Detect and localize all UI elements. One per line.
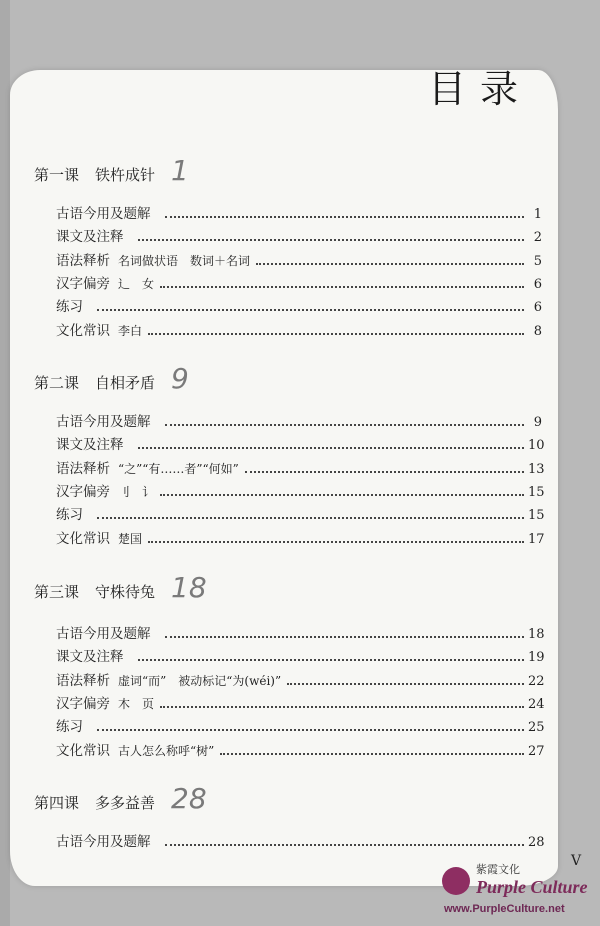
toc-entry-subtitle: 李白 bbox=[118, 323, 143, 338]
toc-entry-subtitle: 刂 讠 bbox=[118, 484, 155, 499]
toc-entry-title: 汉字偏旁 bbox=[56, 695, 110, 712]
toc-entry[interactable] bbox=[56, 200, 542, 222]
lesson-handwritten-number: 9 bbox=[171, 362, 189, 395]
lesson-name: 铁杵成针 bbox=[95, 166, 156, 184]
toc-entry-title: 语法释析 bbox=[56, 252, 110, 269]
toc-entry-subtitle: 楚国 bbox=[118, 531, 143, 546]
lesson-heading bbox=[34, 362, 189, 398]
dot-leader bbox=[165, 844, 525, 846]
dot-leader bbox=[165, 216, 525, 218]
toc-page-number: 17 bbox=[528, 531, 545, 547]
dot-leader bbox=[97, 729, 524, 731]
toc-page-number: 8 bbox=[533, 323, 542, 339]
lesson-heading bbox=[34, 154, 189, 190]
toc-entry[interactable] bbox=[56, 620, 545, 642]
dot-leader bbox=[97, 517, 524, 519]
toc-entry[interactable] bbox=[56, 223, 542, 245]
logo-chinese-text: 紫霞文化 bbox=[476, 863, 520, 876]
toc-entry[interactable] bbox=[56, 317, 542, 339]
dot-leader bbox=[165, 636, 525, 638]
logo-url: www.PurpleCulture.net bbox=[444, 903, 565, 915]
lesson-label: 第二课 bbox=[34, 374, 80, 392]
toc-entry-subtitle: 辶 女 bbox=[118, 276, 155, 291]
toc-page-number: 2 bbox=[533, 230, 542, 246]
toc-entry[interactable] bbox=[56, 828, 545, 850]
dot-leader bbox=[148, 541, 524, 543]
page-title: 目录 bbox=[428, 67, 533, 111]
toc-page-number: 28 bbox=[528, 835, 545, 850]
dot-leader bbox=[160, 706, 524, 708]
toc-page-number: 18 bbox=[528, 627, 545, 642]
toc-page-number: 27 bbox=[528, 743, 545, 759]
lesson-name: 多多益善 bbox=[95, 794, 156, 812]
toc-entry-title: 课文及注释 bbox=[56, 229, 124, 246]
page-number-roman: V bbox=[571, 853, 582, 869]
toc-entry[interactable] bbox=[56, 455, 545, 477]
toc-page-number: 5 bbox=[533, 253, 542, 269]
toc-page-number: 22 bbox=[528, 673, 545, 689]
toc-entry-title: 语法释析 bbox=[56, 672, 110, 689]
dot-leader bbox=[245, 471, 524, 473]
toc-entry-title: 文化常识 bbox=[56, 530, 110, 547]
toc-page-number: 13 bbox=[528, 461, 545, 477]
lesson-heading bbox=[34, 782, 207, 818]
toc-entry[interactable] bbox=[56, 408, 542, 430]
toc-entry-title: 课文及注释 bbox=[56, 437, 124, 454]
toc-entry-subtitle: 木 页 bbox=[118, 696, 155, 711]
dot-leader bbox=[97, 309, 524, 311]
lesson-handwritten-number: 28 bbox=[171, 782, 207, 815]
toc-page-number: 10 bbox=[528, 438, 545, 454]
toc-page-number: 1 bbox=[533, 207, 542, 222]
toc-entry[interactable] bbox=[56, 667, 545, 689]
logo-emblem-icon bbox=[442, 867, 470, 895]
toc-page-number: 6 bbox=[533, 300, 542, 316]
toc-entry-title: 文化常识 bbox=[56, 322, 110, 339]
toc-entry-title: 课文及注释 bbox=[56, 649, 124, 666]
toc-page-number: 6 bbox=[533, 276, 542, 292]
lesson-handwritten-number: 1 bbox=[171, 154, 189, 187]
dot-leader bbox=[138, 659, 525, 661]
lesson-heading bbox=[34, 571, 207, 607]
purple-culture-watermark bbox=[440, 855, 600, 921]
toc-entry-title: 汉字偏旁 bbox=[56, 275, 110, 292]
dot-leader bbox=[256, 263, 524, 265]
dot-leader bbox=[138, 447, 525, 449]
toc-entry-title: 古语今用及题解 bbox=[56, 834, 151, 850]
toc-entry[interactable] bbox=[56, 690, 545, 712]
toc-entry-title: 练习 bbox=[56, 719, 83, 736]
toc-entry[interactable] bbox=[56, 293, 542, 315]
toc-entry-title: 练习 bbox=[56, 507, 83, 524]
toc-entry-title: 古语今用及题解 bbox=[56, 206, 151, 222]
lesson-label: 第四课 bbox=[34, 794, 80, 812]
toc-entry[interactable] bbox=[56, 501, 545, 524]
logo-english-text: Purple Culture bbox=[476, 877, 588, 897]
toc-entry-title: 语法释析 bbox=[56, 460, 110, 477]
dot-leader bbox=[148, 333, 524, 335]
toc-entry[interactable] bbox=[56, 431, 545, 454]
toc-entry[interactable] bbox=[56, 478, 545, 500]
dot-leader bbox=[160, 286, 524, 288]
toc-entry[interactable] bbox=[56, 713, 545, 736]
lesson-handwritten-number: 18 bbox=[171, 571, 207, 604]
toc-entry[interactable] bbox=[56, 247, 542, 269]
toc-entry-title: 汉字偏旁 bbox=[56, 483, 110, 500]
toc-entry-title: 古语今用及题解 bbox=[56, 414, 151, 430]
toc-entry-subtitle: 古人怎么称呼“树” bbox=[118, 743, 215, 758]
dot-leader bbox=[220, 753, 524, 755]
toc-page-number: 9 bbox=[533, 415, 542, 430]
toc-entry[interactable] bbox=[56, 643, 545, 666]
dot-leader bbox=[138, 239, 525, 241]
toc-entry-title: 文化常识 bbox=[56, 742, 110, 759]
toc-page-number: 15 bbox=[528, 508, 545, 524]
toc-page-number: 25 bbox=[528, 720, 545, 736]
dot-leader bbox=[160, 494, 524, 496]
toc-entry-title: 练习 bbox=[56, 299, 83, 316]
lesson-name: 自相矛盾 bbox=[95, 374, 156, 392]
lesson-label: 第三课 bbox=[34, 583, 80, 601]
toc-entry[interactable] bbox=[56, 737, 545, 759]
toc-entry-title: 古语今用及题解 bbox=[56, 626, 151, 642]
toc-entry-subtitle: 名词做状语 数词＋名词 bbox=[118, 253, 251, 268]
dot-leader bbox=[165, 424, 525, 426]
toc-page-number: 15 bbox=[528, 484, 545, 500]
left-edge-shadow bbox=[0, 0, 10, 926]
toc-entry-subtitle: “之”“有……者”“何如” bbox=[118, 461, 239, 476]
lesson-label: 第一课 bbox=[34, 166, 80, 184]
toc-page-number: 19 bbox=[528, 650, 545, 666]
lesson-name: 守株待兔 bbox=[95, 583, 156, 601]
dot-leader bbox=[287, 683, 524, 685]
toc-page-number: 24 bbox=[528, 696, 545, 712]
toc-entry[interactable] bbox=[56, 270, 542, 292]
toc-entry[interactable] bbox=[56, 525, 545, 547]
toc-entry-subtitle: 虚词“而” 被动标记“为(wéi)” bbox=[118, 673, 282, 688]
